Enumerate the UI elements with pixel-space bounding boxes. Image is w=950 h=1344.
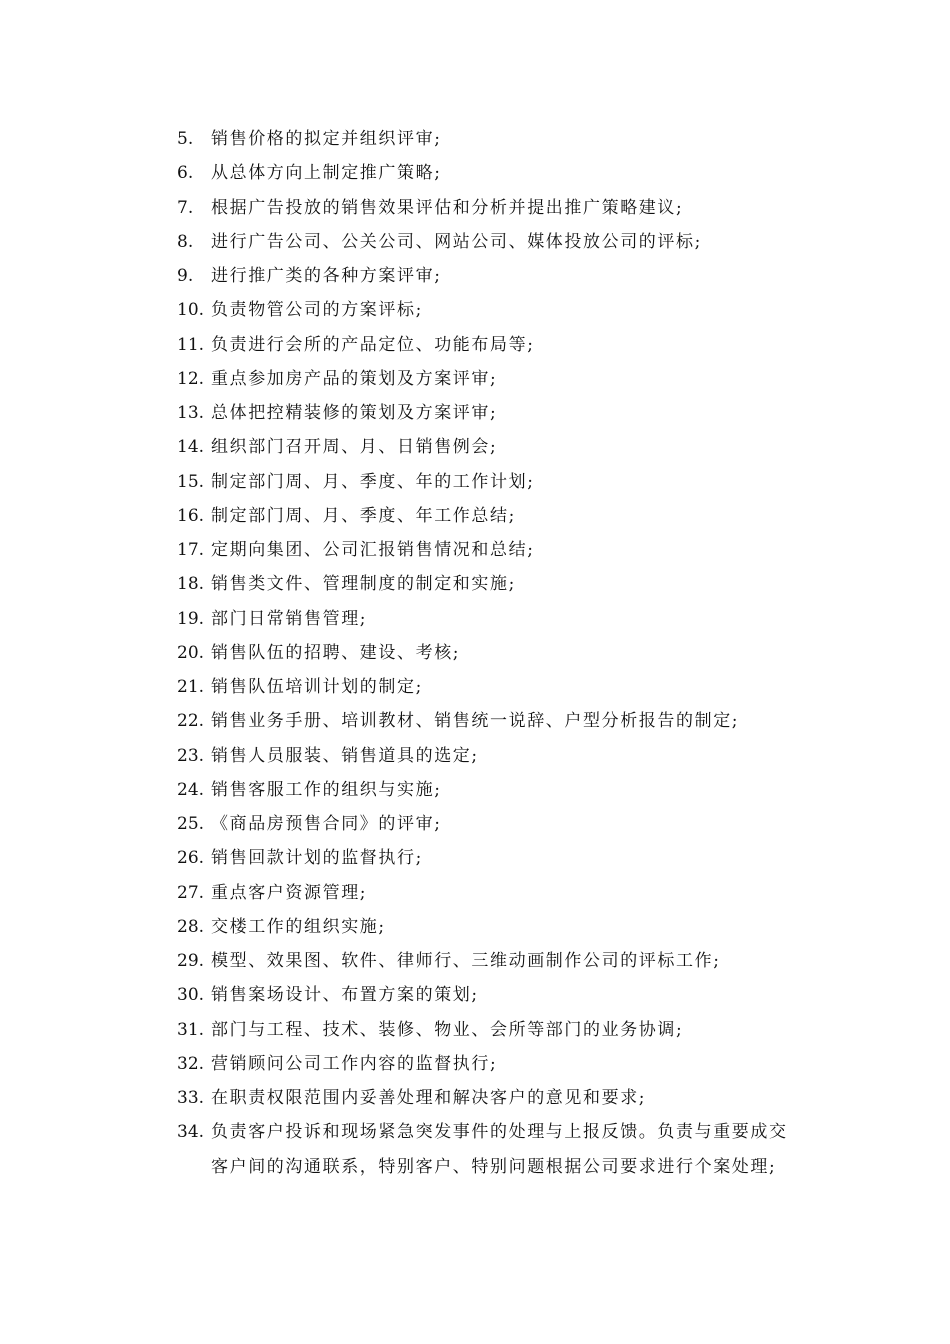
list-item <box>177 362 837 396</box>
item-text: 进行推广类的各种方案评审; <box>211 266 442 286</box>
item-number: 23. <box>177 745 205 766</box>
list-item <box>177 841 837 875</box>
item-text <box>211 1115 811 1184</box>
list-item <box>177 396 837 430</box>
item-text: 总体把控精装修的策划及方案评审; <box>211 403 498 423</box>
list-item <box>177 602 837 636</box>
item-number: 10. <box>177 300 205 321</box>
item-number: 5. <box>177 129 194 149</box>
item-number: 33. <box>177 1088 205 1108</box>
item-number: 18. <box>177 574 205 595</box>
item-number: 30. <box>177 985 205 1006</box>
item-number: 11. <box>177 334 205 355</box>
item-number: 14. <box>177 437 205 458</box>
item-number: 19. <box>177 608 205 629</box>
item-number: 28. <box>177 916 205 937</box>
item-number: 24. <box>177 779 205 800</box>
item-number: 6. <box>177 163 194 184</box>
item-number: 31. <box>177 1019 205 1040</box>
item-text: 在职责权限范围内妥善处理和解决客户的意见和要求; <box>211 1088 647 1108</box>
item-text: 从总体方向上制定推广策略; <box>211 163 442 184</box>
item-text: 销售队伍培训计划的制定; <box>211 677 423 697</box>
item-number: 12. <box>177 368 205 389</box>
list-item <box>177 636 837 670</box>
item-text: 销售业务手册、培训教材、销售统一说辞、户型分析报告的制定; <box>211 711 740 732</box>
item-text: 销售人员服装、销售道具的选定; <box>211 745 479 766</box>
item-text: 销售案场设计、布置方案的策划; <box>211 985 479 1006</box>
item-text: 重点参加房产品的策划及方案评审; <box>211 368 498 389</box>
item-number: 22. <box>177 711 205 732</box>
item-text: 销售队伍的招聘、建设、考核; <box>211 642 461 663</box>
list-item <box>177 293 837 327</box>
item-text: 销售价格的拟定并组织评审; <box>211 129 442 149</box>
item-number: 16. <box>177 505 205 526</box>
list-item <box>177 773 837 807</box>
item-text: 营销顾问公司工作内容的监督执行; <box>211 1053 498 1074</box>
item-text: 根据广告投放的销售效果评估和分析并提出推广策略建议; <box>211 197 684 218</box>
item-number: 34. <box>177 1122 205 1143</box>
list-item <box>177 1115 837 1184</box>
list-item <box>177 430 837 464</box>
item-number: 25. <box>177 814 205 834</box>
item-number: 26. <box>177 848 205 869</box>
item-text: 重点客户资源管理; <box>211 882 368 903</box>
list-item <box>177 739 837 773</box>
list-item <box>177 533 837 567</box>
list-item <box>177 876 837 910</box>
item-number: 21. <box>177 677 205 697</box>
list-item <box>177 807 837 841</box>
list-item <box>177 259 837 293</box>
item-text: 部门日常销售管理; <box>211 608 368 629</box>
item-number: 7. <box>177 197 194 218</box>
list-item <box>177 499 837 533</box>
item-text: 进行广告公司、公关公司、网站公司、媒体投放公司的评标; <box>211 231 702 252</box>
item-number: 20. <box>177 642 205 663</box>
item-text: 《商品房预售合同》的评审; <box>211 814 442 834</box>
list-item <box>177 567 837 601</box>
item-text-line: 负责客户投诉和现场紧急突发事件的处理与上报反馈。负责与重要成交 <box>211 1122 788 1143</box>
list-item <box>177 122 837 156</box>
item-text: 制定部门周、月、季度、年工作总结; <box>211 505 516 526</box>
list-item <box>177 465 837 499</box>
list-item <box>177 1047 837 1081</box>
list-item <box>177 1081 837 1115</box>
item-text: 负责物管公司的方案评标; <box>211 300 423 321</box>
item-text: 负责进行会所的产品定位、功能布局等; <box>211 334 535 355</box>
item-text: 销售客服工作的组织与实施; <box>211 779 442 800</box>
item-text: 销售回款计划的监督执行; <box>211 848 423 869</box>
item-text: 销售类文件、管理制度的制定和实施; <box>211 574 516 595</box>
item-number: 32. <box>177 1053 205 1074</box>
item-text: 定期向集团、公司汇报销售情况和总结; <box>211 540 535 560</box>
item-number: 27. <box>177 882 205 903</box>
item-text: 交楼工作的组织实施; <box>211 916 386 937</box>
item-text: 组织部门召开周、月、日销售例会; <box>211 437 498 458</box>
list-item <box>177 978 837 1012</box>
item-number: 13. <box>177 403 205 423</box>
item-text: 部门与工程、技术、装修、物业、会所等部门的业务协调; <box>211 1019 684 1040</box>
responsibility-list <box>177 122 837 1184</box>
list-item <box>177 191 837 225</box>
list-item <box>177 225 837 259</box>
list-item <box>177 910 837 944</box>
list-item <box>177 1013 837 1047</box>
item-number: 29. <box>177 951 205 971</box>
item-number: 15. <box>177 471 205 492</box>
item-text: 模型、效果图、软件、律师行、三维动画制作公司的评标工作; <box>211 951 721 971</box>
item-number: 17. <box>177 540 205 560</box>
item-text-line: 客户间的沟通联系，特别客户、特别问题根据公司要求进行个案处理; <box>211 1156 777 1177</box>
list-item <box>177 704 837 738</box>
item-number: 9. <box>177 266 194 286</box>
list-item <box>177 944 837 978</box>
list-item <box>177 156 837 190</box>
item-number: 8. <box>177 231 194 252</box>
item-text: 制定部门周、月、季度、年的工作计划; <box>211 471 535 492</box>
list-item <box>177 670 837 704</box>
list-item <box>177 328 837 362</box>
